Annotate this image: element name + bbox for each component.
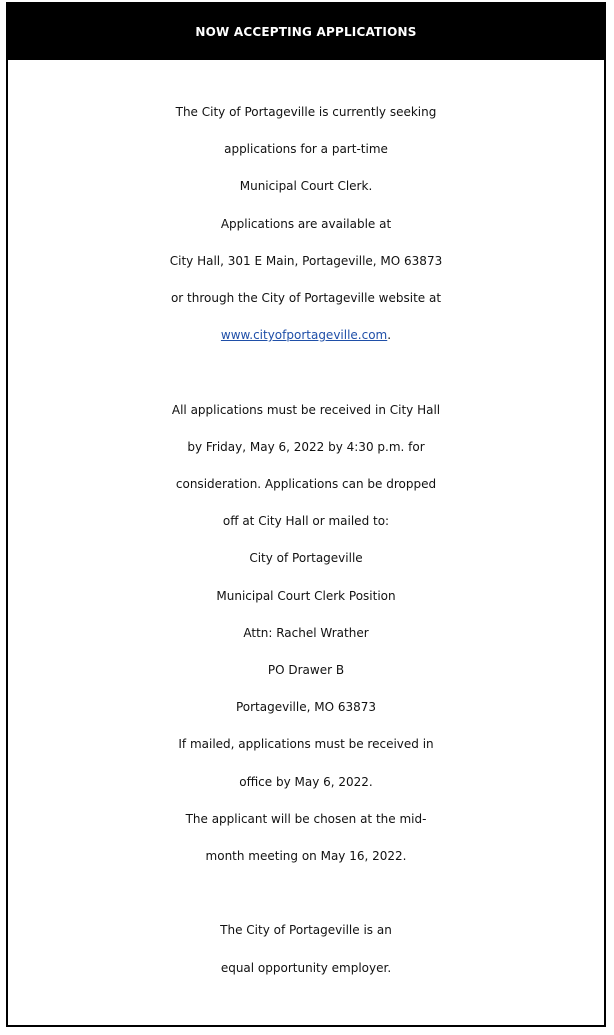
paragraph1-line6: or through the City of Portageville website at	[170, 291, 442, 306]
paragraph1-line2: applications for a part-time	[224, 142, 388, 157]
notice-title: NOW ACCEPTING APPLICATIONS	[195, 25, 417, 39]
mailing-address-line3: Attn: Rachel Wrather	[243, 625, 369, 640]
paragraph-gap	[8, 875, 604, 912]
website-link-suffix: .	[387, 328, 392, 343]
paragraph2-line5: If mailed, applications must be received in	[178, 737, 434, 752]
website-line	[8, 317, 604, 354]
mailing-address-line1: City of Portageville	[249, 551, 363, 566]
paragraph2-line6: office by May 6, 2022.	[239, 774, 373, 789]
mailing-address-line5: Portageville, MO 63873	[235, 700, 377, 715]
mailing-address-line4: PO Drawer B	[267, 663, 345, 678]
notice-body	[8, 94, 604, 987]
paragraph-gap	[8, 354, 604, 391]
paragraph1-line1: The City of Portageville is currently seeking	[175, 105, 437, 119]
paragraph1-line5: City Hall, 301 E Main, Portageville, MO 63873	[169, 253, 443, 268]
paragraph1-line3: Municipal Court Clerk.	[239, 179, 373, 194]
paragraph2-line4: off at City Hall or mailed to:	[222, 514, 390, 529]
job-notice	[6, 2, 606, 1027]
website-link[interactable]: www.cityofportageville.com	[220, 328, 388, 343]
mailing-address-line2: Municipal Court Clerk Position	[216, 588, 396, 603]
paragraph2-line2: by Friday, May 6, 2022 by 4:30 p.m. for	[187, 439, 425, 454]
paragraph3-line2: equal opportunity employer.	[220, 960, 392, 975]
notice-banner	[8, 4, 604, 60]
paragraph2-line1: All applications must be received in City Hall	[171, 402, 441, 417]
paragraph2-line7: The applicant will be chosen at the mid-	[185, 811, 427, 826]
paragraph2-line3: consideration. Applications can be dropped	[175, 477, 437, 492]
paragraph3-line1: The City of Portageville is an	[220, 923, 392, 938]
paragraph2-line8: month meeting on May 16, 2022.	[205, 849, 407, 864]
paragraph1-line4: Applications are available at	[220, 216, 392, 231]
